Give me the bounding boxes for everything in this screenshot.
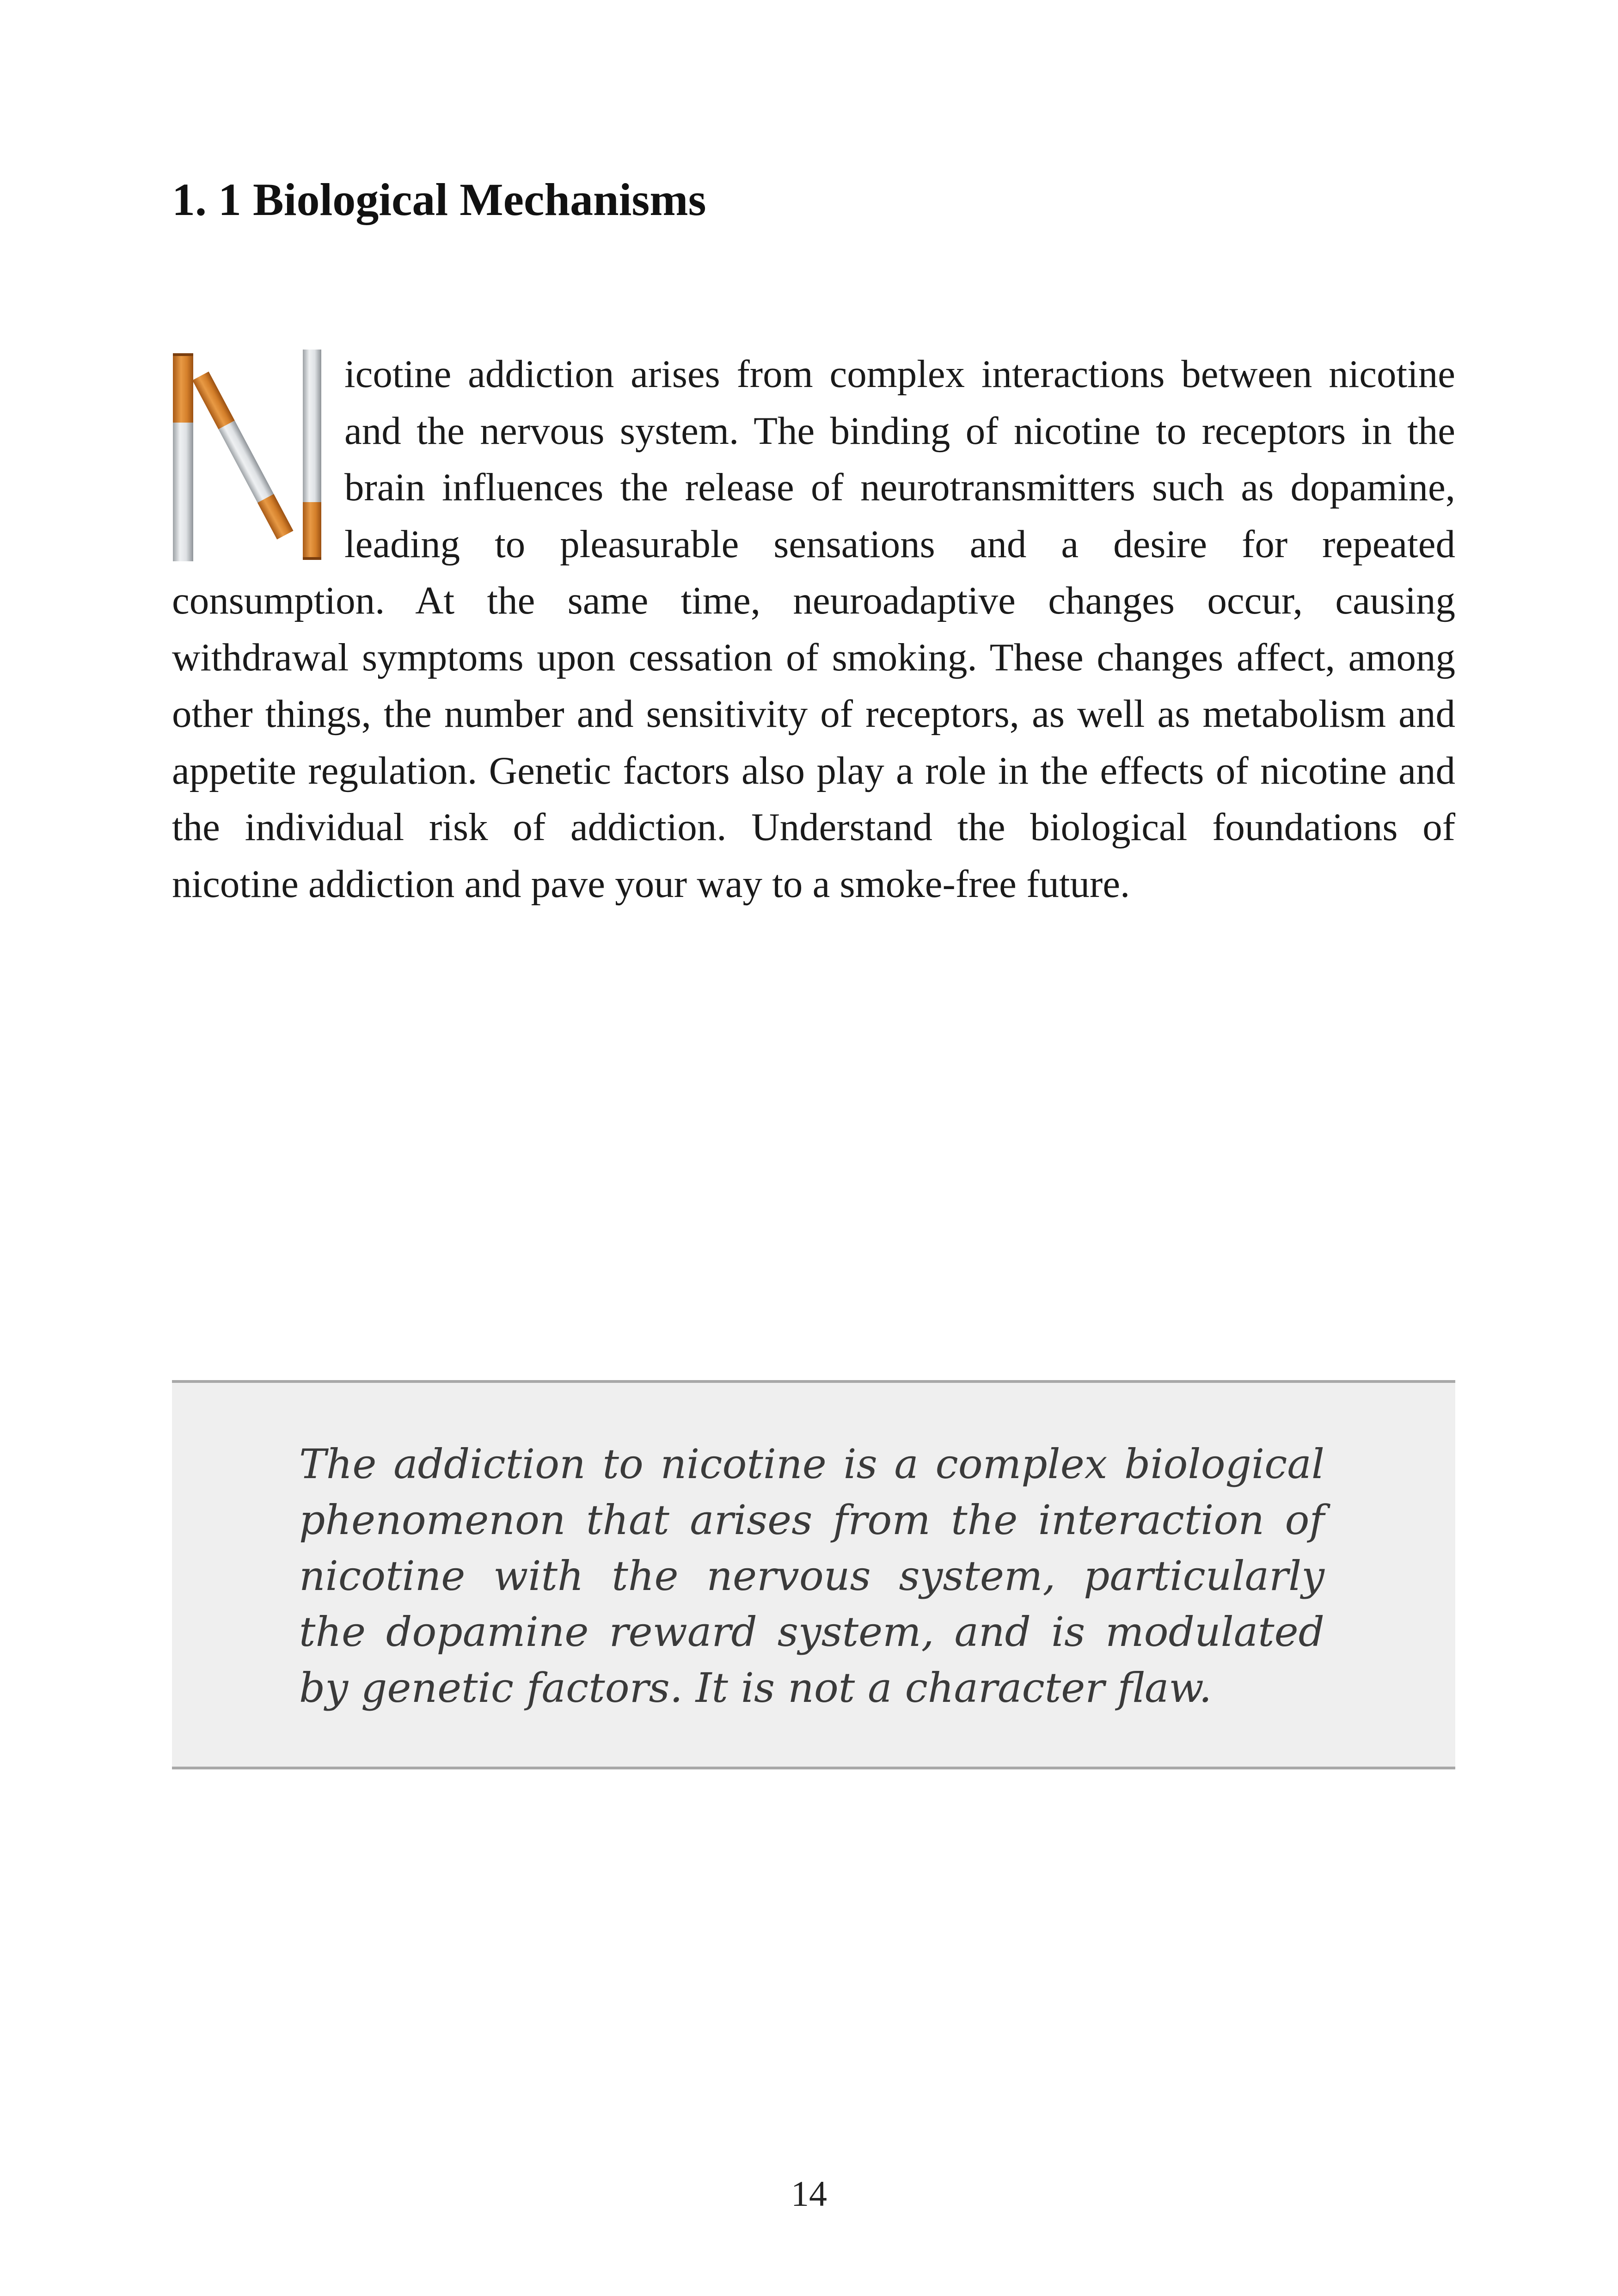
left-stroke-cigarette [173,353,193,561]
cigarette-letter-n-icon [172,349,322,561]
body-paragraph: icotine addiction arises from complex interactions between nicotine and the nervous system. The binding of nicotine to receptors in the brain influences the release of neurotransmitters such as dopamine, leading to pleasurable sensations and a desire for repeated consumption. At the same time, neuroadaptive changes occur, causing withdrawal symptoms upon cessation of smoking. These changes affect, among other things, the number and sensitivity of receptors, as well as metabolism and appetite regulation. Genetic factors also play a role in the effects of nicotine and the individual risk of addiction. Understand the biological foundations of nicotine addiction and pave your way to a smoke-free future. [172,352,1455,906]
callout-quote: The addiction to nicotine is a complex biological phenomenon that arises from the interaction of nicotine with the nervous system, particularly the dopamine reward system, and is modulated by genetic factors. It is not a character flaw. [299,1440,1324,1712]
drop-cap [172,349,322,566]
callout-box [172,1380,1455,1769]
body-section [172,346,1455,912]
diagonal-stroke-cigarette [192,372,293,540]
right-stroke-cigarette [303,350,321,560]
section-heading: 1. 1 Biological Mechanisms [172,174,706,225]
page-number: 14 [791,2173,827,2214]
